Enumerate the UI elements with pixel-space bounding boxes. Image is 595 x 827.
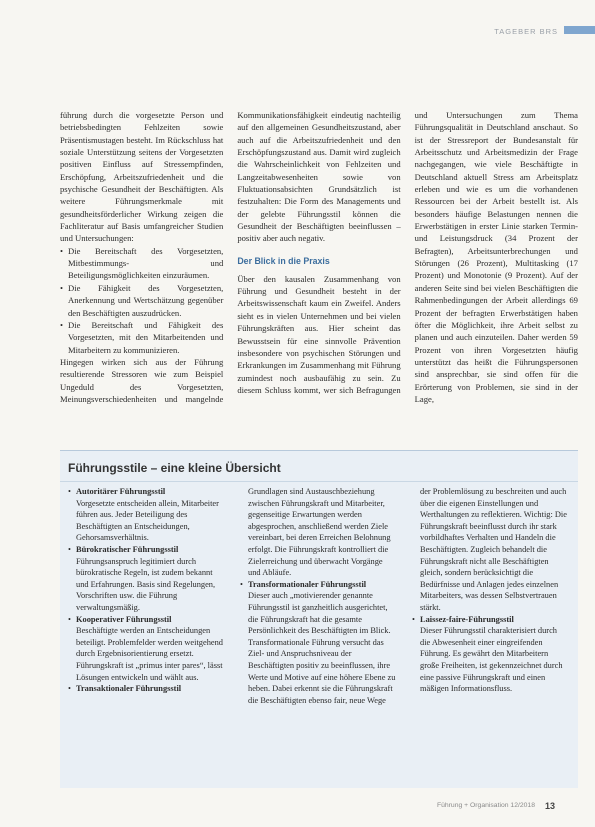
list-item: • Die Bereitschaft des Vorgesetzten, Mitbestimmungs- und Beteiligungsmöglichkeiten einzuräumen.	[60, 245, 223, 282]
page-number: 13	[544, 801, 555, 811]
bullet-list	[60, 245, 223, 356]
list-item	[68, 614, 224, 684]
info-box	[60, 450, 578, 788]
style-name: • Laissez-faire-Führungsstil	[420, 614, 514, 624]
style-description: Grundlagen sind Austauschbeziehung zwischen Führungskraft und Mitarbeiter, gegenseitige Erwartungen werden abgesprochen, anschließend werden Ziele vereinbart, bei deren Erreichen Belohnung erfolgt. Die Führungskraft kontrolliert die Zielerreichung und überwacht Vorgänge und Abläufe.	[248, 487, 391, 578]
leadership-style-list	[68, 486, 568, 706]
list-item	[68, 486, 224, 544]
divider	[60, 481, 578, 482]
style-name: • Bürokratischer Führungsstil	[76, 544, 179, 554]
paragraph: Über den kausalen Zusammenhang von Führung und Gesundheit besteht in der Arbeitswissenschaft kaum ein Zweifel. Anders sieht es in vielen Unternehmen und bei vielen Führungskräften aus. Hier scheint das Bewusstsein für eine sinnvolle Prävention insbesondere von psychischen Störungen und Erkrankungen im Zusammenhang mit Führung zumindest noch ausbaufähig zu sein. Zu diesem Schluss kommt, wer sich Befragungen und Untersuchungen zum Thema Führungsqualität in Deutschland anschaut. So ist der Stressreport der Bundesanstalt für Arbeitsschutz und Arbeitsmedizin der Frage nachgegangen, wie viele Beschäftigte in Deutschland aktuell Stress am Arbeitsplatz erleben und wie es um die vorhandenen Ressourcen bei der Arbeit bestellt ist. Als besonders häufige Belastungen nennen die Erwerbstätigen in erster Linie starken Termin- und Leistungsdruck (34 Prozent der Befragten), Arbeitsunterbrechungen und Störungen (26 Prozent), Multitasking (17 Prozent) und Monotonie (9 Prozent). Auf der anderen Seite sind bei vielen Beschäftigten die Rahmenbedingungen der Arbeit allerdings 69 Prozent der befragten Erwerbstätigen haben öfter die Möglichkeit, ihre Arbeit selbst zu planen und auch einzuteilen. Daher werden 59 Prozent von ihren Vorgesetzten häufig unterstützt das heißt die Führungspersonen sind ansprechbar, sie sind offen für die Erörterung von Problemen, sie sind in der Lage,	[237, 110, 578, 404]
style-name: • Transformationaler Führungsstil	[248, 579, 367, 589]
style-name: • Kooperativer Führungsstil	[76, 614, 172, 624]
header-accent-bar	[564, 26, 595, 34]
section-label: TAGEBER BRS	[494, 27, 558, 36]
info-box-content	[68, 486, 568, 781]
paragraph: Hingegen wirken sich aus der Führung resultierende Stressoren wie zum Beispiel Ungeduld des Vorgesetzten, Meinungsverschiedenheiten und mangelnde Kommunikationsfähigkeit eindeutig nachteilig auf den allgemeinen Gesundheitszustand, aber auch auf die Arbeitszufriedenheit und den Erschöpfungszustand aus. Damit wird zugleich die Wahrscheinlichkeit von Fehlzeiten und Langzeitabwesenheiten sowie von Fluktuationsabsichten Grundsätzlich ist festzuhalten: Die Form des Managements und der gelebte Führungsstil können die Gesundheit der Beschäftigten beeinflussen – positiv aber auch negativ.	[60, 110, 401, 404]
subheading: Der Blick in die Praxis	[237, 255, 330, 266]
style-name: • Transaktionaler Führungsstil	[76, 684, 182, 694]
article-body	[60, 109, 578, 459]
style-description: Vorgesetzte entscheiden allein, Mitarbeiter führen aus. Jeder Beteiligung des Beschäftigten an Entscheidungen, Gehorsamsverhältnis.	[76, 498, 219, 543]
intro-paragraph: führung durch die vorgesetzte Person und betriebsbedingten Fehlzeiten sowie Präsentismustagen besteht. Im Rückschluss hat soziale Unterstützung seitens der Vorgesetzten positiven Einfluss auf Stressempfinden, Erschöpfung, Arbeitszufriedenheit und die psychische Gesundheit der Beschäftigten. Als weitere Führungsmerkmale mit gesundheitsförderlicher Wirkung zeigen die Fachliteratur auf Basis umfangreicher Studien und Untersuchungen:	[60, 110, 224, 244]
list-item: • Die Fähigkeit des Vorgesetzten, Anerkennung und Wertschätzung gegenüber den Beschäftigten auszudrücken.	[60, 282, 223, 319]
list-item	[412, 614, 568, 695]
list-item	[68, 544, 224, 614]
style-description: Dieser Führungsstil charakterisiert durch die Abwesenheit einer eingreifenden Führung. Es gewährt den Mitarbeitern große Freiheiten, ist gekennzeichnet durch eine passive Führungskraft und einen mäßigen Informationsfluss.	[420, 626, 563, 694]
info-box-title: Führungsstile – eine kleine Übersicht	[68, 461, 281, 475]
style-description: Führungsanspruch legitimiert durch bürokratische Regeln, ist zudem bekannt und Erfahrungen. Basis sind Regelungen, Vorschriften usw. die Führung verwaltungsmäßig.	[76, 556, 216, 612]
publication-footer: Führung + Organisation 12/2018	[436, 802, 535, 809]
list-item: • Die Bereitschaft und Fähigkeit des Vorgesetzten, mit den Mitarbeitenden und Mitarbeitern zu kommunizieren.	[60, 319, 223, 356]
style-description: Beschäftigte werden an Entscheidungen beteiligt. Problemfelder werden weitgehend durch Ergebnisorientierung ersetzt. Führungskraft ist „primus inter pares“, lässt Lösungen entwickeln und wählt aus.	[76, 626, 223, 682]
style-name: • Autoritärer Führungsstil	[76, 487, 166, 496]
style-description: Dieser auch „motivierender genannte Führungsstil ist ganzheitlich ausgerichtet, die Führungskraft hat die gesamte Persönlichkeit des Beschäftigten im Blick. Transformationale Führung versucht das Ziel- und Anspruchsniveau der Beschäftigten positiv zu beeinflussen, ihre Werte und Motive auf eine höhere Ebene zu heben. Dabei erkennt sie die Führungskraft die Beschäftigten ebenso fair, neue Wege der Problemlösung zu beschreiten und auch über die eigenen Einstellungen und Werthaltungen zu reflektieren. Wichtig: Die Führungskraft beeinflusst durch ihr stark vorbildhaftes Verhalten und Handeln die Beschäftigten. Zugleich behandelt die Führungskraft nicht alle Beschäftigten gleich, sondern berücksichtigt die Bedürfnisse und Anlagen jedes einzelnen Mitarbeiters, was dessen Selbstvertrauen stärkt.	[248, 487, 567, 705]
